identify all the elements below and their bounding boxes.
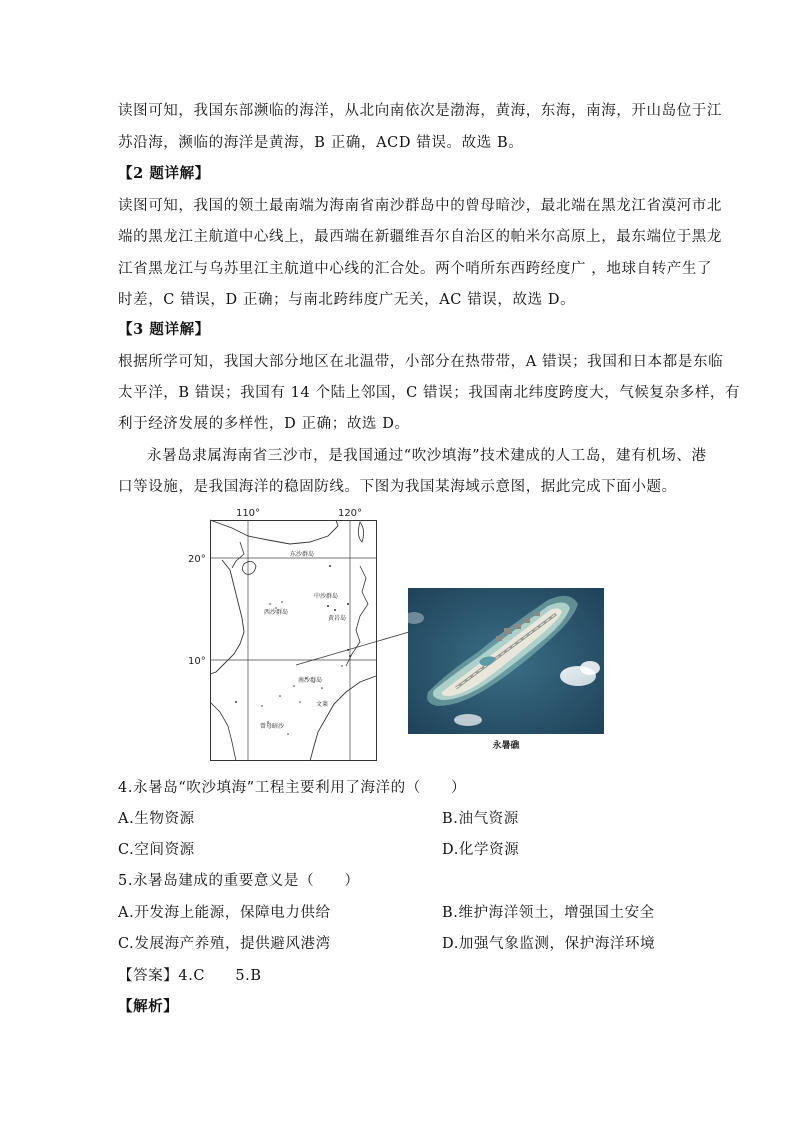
yongshu-reef-photo	[408, 588, 604, 734]
paragraph-line: 根据所学可知，我国大部分地区在北温带，小部分在热带带，A 错误；我国和日本都是东临	[118, 354, 724, 370]
option-b: B.油气资源	[442, 811, 519, 827]
option-a: A.开发海上能源，保障电力供给	[118, 905, 331, 921]
option-c: C.发展海产养殖，提供避风港湾	[118, 936, 331, 952]
paragraph-line: 读图可知，我国东部濒临的海洋，从北向南依次是渤海，黄海，东海，南海，开山岛位于江	[118, 103, 722, 119]
section-heading-q2: 【2 题详解】	[118, 165, 210, 182]
lon-120-label: 120°	[337, 508, 363, 519]
question-stem: 5.永暑岛建成的重要意义是（ ）	[118, 873, 360, 889]
lat-20-label: 20°	[188, 554, 206, 565]
lat-10-label: 10°	[188, 656, 206, 667]
zengmu-label: 曾母暗沙	[260, 723, 285, 730]
paragraph-line: 利于经济发展的多样性，D 正确；故选 D。	[118, 416, 410, 432]
lon-110-label: 110°	[235, 508, 261, 519]
question-stem: 4.永暑岛“吹沙填海”工程主要利用了海洋的（ ）	[118, 780, 467, 796]
option-a: A.生物资源	[118, 811, 195, 827]
dongsha-label: 东沙群岛	[290, 551, 315, 558]
option-c: C.空间资源	[118, 842, 195, 858]
south-china-sea-map	[188, 506, 377, 762]
wenlai-label: 文莱	[316, 701, 329, 708]
paragraph-line: 苏沿海，濒临的海洋是黄海，B 正确，ACD 错误。故选 B。	[118, 135, 524, 151]
photo-caption: 永暑礁	[492, 741, 520, 751]
option-d: D.加强气象监测，保护海洋环境	[442, 936, 656, 952]
zhongsha-label: 中沙群岛	[314, 593, 339, 600]
paragraph-line: 读图可知，我国的领土最南端为海南省南沙群岛中的曾母暗沙，最北端在黑龙江省漠河市北	[118, 198, 722, 214]
analysis-heading: 【解析】	[118, 998, 179, 1015]
paragraph-line: 江省黑龙江与乌苏里江主航道中心线的汇合处。两个哨所东西跨经度广 ，地球自转产生了	[118, 261, 713, 277]
paragraph-line: 时差，C 错误，D 正确；与南北跨纬度广无关，AC 错误，故选 D。	[118, 292, 576, 308]
section-heading-q3: 【3 题详解】	[118, 321, 210, 338]
intro-line: 口等设施，是我国海洋的稳固防线。下图为我国某海域示意图，据此完成下面小题。	[118, 479, 677, 495]
answer-line: 【答案】4.C 5.B	[118, 968, 262, 984]
intro-line: 永暑岛隶属海南省三沙市，是我国通过“吹沙填海”技术建成的人工岛，建有机场、港	[147, 448, 707, 464]
xisha-label: 西沙群岛	[264, 609, 289, 616]
nansha-label: 南沙群岛	[298, 677, 323, 684]
option-d: D.化学资源	[442, 842, 520, 858]
option-b: B.维护海洋领土，增强国土安全	[442, 905, 655, 921]
huangyan-label: 黄岩岛	[328, 615, 347, 622]
paragraph-line: 太平洋，B 错误；我国有 14 个陆上邻国，C 错误；我国南北纬度跨度大，气候复杂多样，有	[118, 385, 741, 401]
paragraph-line: 端的黑龙江主航道中心线上，最西端在新疆维吾尔自治区的帕米尔高原上，最东端位于黑龙	[118, 229, 722, 245]
